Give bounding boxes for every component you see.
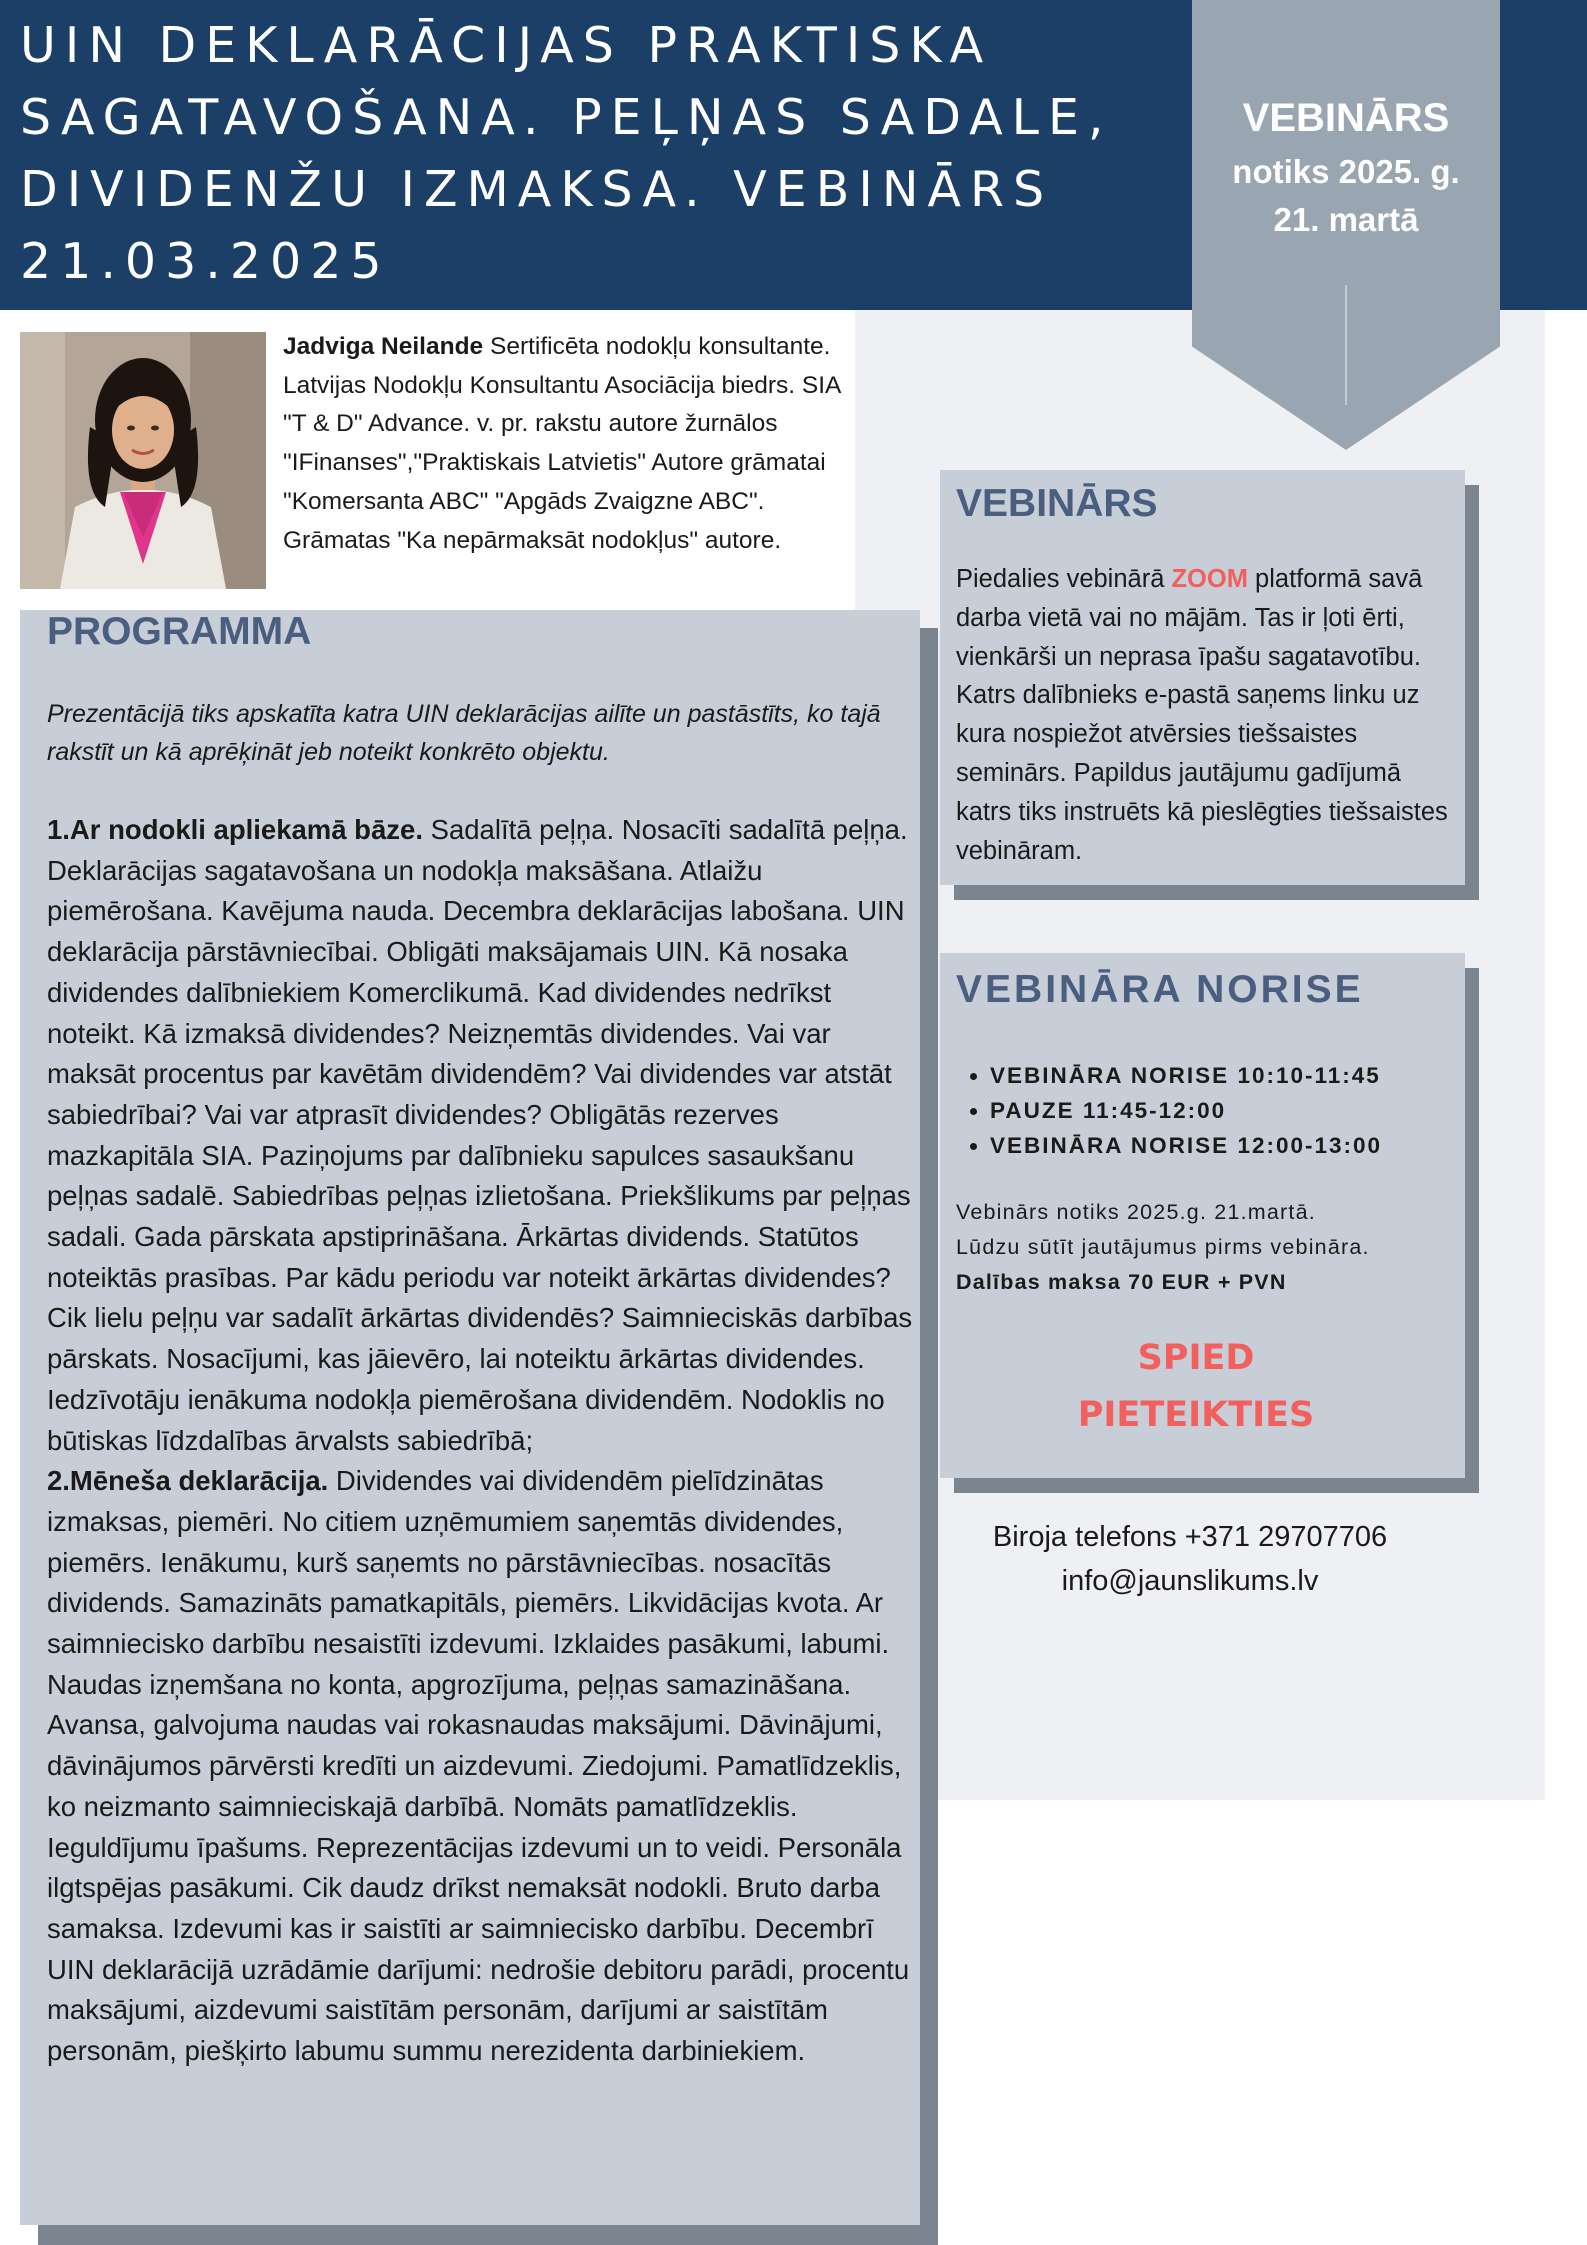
norise-title: VEBINĀRA NORISE [956, 968, 1364, 1011]
norise-questions-info: Lūdzu sūtīt jautājumus pirms vebināra. [956, 1235, 1370, 1259]
ribbon-title: VEBINĀRS [1242, 96, 1450, 140]
ribbon-date-line2: 21. martā [1273, 201, 1419, 238]
section-1-title: 1.Ar nodokli apliekamā bāze. [47, 814, 423, 845]
section-2-title: 2.Mēneša deklarācija. [47, 1465, 329, 1497]
programma-body [47, 810, 917, 2072]
speaker-bio-text: Sertificēta nodokļu konsultante. Latvijas Nodokļu Konsultantu Asociācija biedrs. SIA "T & D" Advance. v. pr. rakstu autore žurnālos "IFinanses","Praktiskais Latvietis" Autore grāmatai "Komersanta ABC" "Apgāds Zvaigzne ABC". Grāmatas "Ka nepārmaksāt nodokļus" autore. [283, 333, 841, 554]
schedule-item: • PAUZE 11:45-12:00 [990, 1093, 1382, 1128]
signup-button[interactable] [1036, 1330, 1356, 1444]
participation-fee: Dalības maksa 70 EUR + PVN [956, 1270, 1287, 1294]
norise-date-info: Vebinārs notiks 2025.g. 21.martā. [956, 1200, 1316, 1224]
schedule-item: • VEBINĀRA NORISE 10:10-11:45 [990, 1058, 1382, 1093]
programma-intro: Prezentācijā tiks apskatīta katra UIN deklarācijas ailīte un pastāstīts, ko tajā rakstīt un kā aprēķināt jeb noteikt konkrēto objektu. [47, 700, 881, 766]
page-title: UIN DEKLARĀCIJAS PRAKTISKA SAGATAVOŠANA. PEĻŅAS SADALE, DIVIDENŽU IZMAKSA. VEBINĀRS 21.03.2025 [20, 17, 1113, 290]
contact-info [930, 1515, 1450, 1603]
speaker-portrait-illustration [20, 332, 266, 589]
schedule-item: • VEBINĀRA NORISE 12:00-13:00 [990, 1128, 1382, 1163]
vebinars-text [956, 560, 1456, 870]
ribbon-divider [1345, 285, 1347, 405]
vebinars-title: VEBINĀRS [956, 482, 1158, 525]
signup-line1: SPIED [1137, 1338, 1255, 1378]
vebinars-text-after: platformā savā darba vietā vai no mājām. Tas ir ļoti ērti, vienkārši un neprasa īpašu sagatavotību. Katrs dalībnieks e-pastā saņems linku uz kura nospiežot atvērsies tiešsaistes seminārs. Papildus jautājumu gadījumā katrs tiks instruēts kā pieslēgties tiešsaistes vebināram. [956, 565, 1448, 865]
signup-line2: PIETEIKTIES [1077, 1395, 1315, 1435]
speaker-name: Jadviga Neilande [283, 333, 484, 360]
ribbon-date-line1: notiks 2025. g. [1232, 153, 1460, 190]
speaker-bio [283, 328, 848, 560]
section-2-text: Dividendes vai dividendēm pielīdzinātas izmaksas, piemēri. No citiem uzņēmumiem saņemtās dividendes, piemērs. Ienākumu, kurš saņemts no pārstāvniecības. nosacītās dividends. Samazināts pamatkapitāls, piemērs. Likvidācijas kvota. Ar saimniecisko darbību nesaistīti izdevumi. Izklaides pasākumi, labumi. Naudas izņemšana no konta, apgrozījuma, peļņas samazināšana. Avansa, galvojuma naudas vai rokasnaudas maksājumi. Dāvinājumi, dāvinājumos pārvērsti kredīti un aizdevumi. Ziedojumi. Pamatlīdzeklis, ko neizmanto saimnieciskajā darbībā. Nomāts pamatlīdzeklis. Ieguldījumu īpašums. Reprezentācijas izdevumi un to veidi. Personāla ilgtspējas pasākumi. Cik daudz drīkst nemaksāt nodokli. Bruto darba samaksa. Izdevumi kas ir saistīti ar saimniecisko darbību. Decembrī UIN deklarācijā uzrādāmie darījumi: nedrošie debitoru parādi, procentu maksājumi, aizdevumi saistītām personām, darījumi ar saistītām personām, piešķirto labumu summu nerezidenta darbiniekiem. [47, 1465, 910, 2067]
schedule-list [968, 1058, 1382, 1163]
programma-title: PROGRAMMA [47, 610, 312, 653]
contact-email[interactable]: info@jaunslikums.lv [1061, 1565, 1319, 1597]
ribbon-text [1192, 88, 1500, 244]
speaker-photo [20, 332, 266, 589]
norise-info [956, 1195, 1486, 1300]
office-phone[interactable]: Biroja telefons +371 29707706 [992, 1521, 1388, 1553]
section-1-text: Sadalītā peļņa. Nosacīti sadalītā peļņa. Deklarācijas sagatavošana un nodokļa maksāšana. Atlaižu piemērošana. Kavējuma nauda. Decembra deklarācijas labošana. UIN deklarācija pārstāvniecībai. Obligāti maksājamais UIN. Kā nosaka dividendes dalībniekiem Komerclikumā. Kad dividendes nedrīkst noteikt. Kā izmaksā dividendes? Neizņemtās dividendes. Vai var maksāt procentus par kavētām dividendēm? Vai dividendes var atstāt sabiedrībai? Vai var atprasīt dividendes? Obligātās rezerves mazkapitāla SIA. Paziņojums par dalībnieku sapulces sasaukšanu peļņas sadalē. Sabiedrības peļņas izlietošana. Priekšlikums par peļņas sadali. Gada pārskata apstiprināšana. Ārkārtas dividends. Statūtos noteiktās prasības. Par kādu periodu var noteikt ārkārtas dividendes? Cik lielu peļņu var sadalīt ārkārtas dividendēs? Saimnieciskās darbības pārskats. Nosacījumi, kas jāievēro, lai noteiktu ārkārtas dividendes. Iedzīvotāju ienākuma nodokļa piemērošana dividendēm. Nodoklis no būtiskas līdzdalības ārvalsts sabiedrībā; [47, 814, 913, 1456]
vebinars-text-before: Piedalies vebinārā [956, 565, 1172, 593]
zoom-highlight: ZOOM [1171, 565, 1248, 593]
